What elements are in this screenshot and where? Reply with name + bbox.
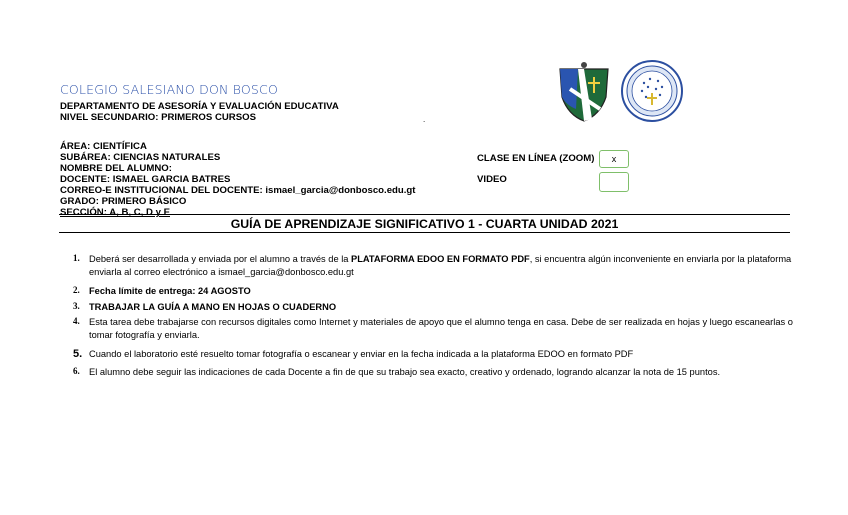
title-rule-bottom xyxy=(59,232,790,233)
student-name-label: NOMBRE DEL ALUMNO: xyxy=(60,163,172,174)
item-number: 3. xyxy=(73,300,80,311)
list-item xyxy=(73,366,793,379)
online-class-checkbox[interactable]: x xyxy=(599,150,629,168)
department-header xyxy=(60,101,339,123)
item-number: 6. xyxy=(73,365,80,376)
item-text: TRABAJAR LA GUÍA A MANO EN HOJAS O CUADERNO xyxy=(89,301,337,312)
list-item xyxy=(73,301,793,314)
section-label: SECCIÓN: A, B, C, D y E xyxy=(60,207,170,218)
list-item xyxy=(73,285,793,298)
list-item xyxy=(73,316,793,341)
guide-title: GUÍA DE APRENDIZAJE SIGNIFICATIVO 1 - CUARTA UNIDAD 2021 xyxy=(230,217,619,231)
video-label: VIDEO xyxy=(477,174,507,185)
teacher-email-label: CORREO-E INSTITUCIONAL DEL DOCENTE: ismael_garcia@donbosco.edu.gt xyxy=(60,185,416,196)
list-item xyxy=(73,253,793,278)
school-level: NIVEL SECUNDARIO: PRIMEROS CURSOS xyxy=(60,112,256,123)
list-item xyxy=(73,348,793,361)
item-text: Esta tarea debe trabajarse con recursos digitales como Internet y materiales de apoyo que el alumno tenga en casa. Debe de ser realizada en hojas y luego escanearlas o tomar fotografía y enviarla. xyxy=(89,317,793,340)
area-label: ÁREA: CIENTÍFICA xyxy=(60,141,147,152)
item-text: Deberá ser desarrollada y enviada por el alumno a través de la PLATAFORMA EDOO EN FORMATO PDF, si encuentra algún inconveniente en enviarla por la plataforma enviarla al correo electrónico a ismael_garcia@donbosco.edu.gt xyxy=(89,254,792,277)
item-number: 2. xyxy=(73,285,80,295)
salesian-shield-logo xyxy=(556,59,612,123)
teacher-label: DOCENTE: ISMAEL GARCIA BATRES xyxy=(60,174,231,185)
item-text: El alumno debe seguir las indicaciones de cada Docente a fin de que su trabajo sea exacto, creativo y ordenado, logrando alcanzar la nota de 15 puntos. xyxy=(89,366,721,377)
online-class-label: CLASE EN LÍNEA (ZOOM) xyxy=(477,153,595,164)
instructions-list xyxy=(73,253,793,378)
item-text: Fecha límite de entrega: 24 AGOSTO xyxy=(89,286,251,296)
department-name: DEPARTAMENTO DE ASESORÍA Y EVALUACIÓN EDUCATIVA xyxy=(60,101,339,112)
grade-label: GRADO: PRIMERO BÁSICO xyxy=(60,196,187,207)
item-text: Cuando el laboratorio esté resuelto tomar fotografía o escanear y enviar en la fecha indicada a la plataforma EDOO en formato PDF xyxy=(89,349,634,359)
stray-dot: . xyxy=(423,115,426,124)
item-number: 5. xyxy=(73,348,83,360)
item-number: 4. xyxy=(73,316,80,326)
item-number: 1. xyxy=(73,253,80,263)
school-seal-logo xyxy=(620,59,684,123)
school-name: COLEGIO SALESIANO DON BOSCO xyxy=(60,82,279,97)
subarea-label: SUBÁREA: CIENCIAS NATURALES xyxy=(60,152,221,163)
course-info xyxy=(60,141,415,218)
video-checkbox[interactable] xyxy=(599,172,629,192)
title-rule-top xyxy=(59,214,790,215)
